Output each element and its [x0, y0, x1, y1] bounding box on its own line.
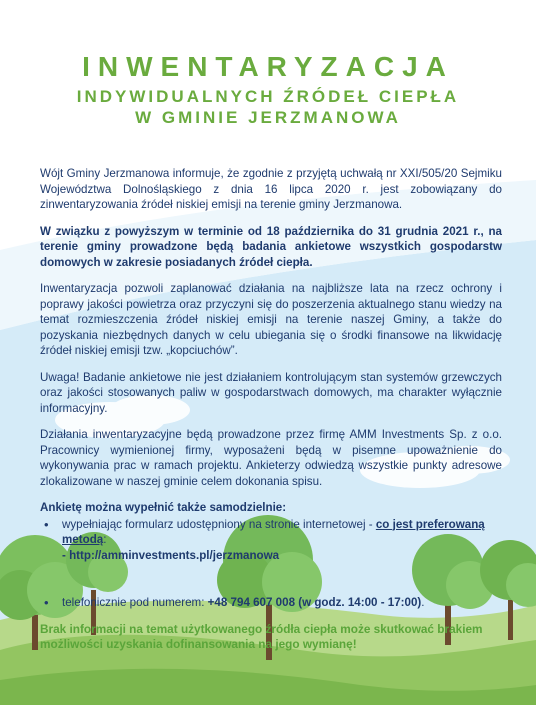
title-line-3: W GMINIE JERZMANOWA	[135, 108, 401, 127]
how-list	[40, 517, 502, 611]
paragraph-intro: Wójt Gminy Jerzmanowa informuje, że zgodnie z przyjętą uchwałą nr XXI/505/20 Sejmiku Województwa Dolnośląskiego z dnia 16 lipca 2020 r. jest zobowiązany do zinwentaryzowania źródeł niskiej emisji na terenie gminy Jerzmanowa.	[40, 167, 502, 211]
phone-suffix: .	[421, 596, 425, 609]
phone-number: +48 794 607 008 (w godz. 14:00 - 17:00)	[207, 596, 422, 609]
footer-warning: Brak informacji na temat użytkowanego źródła ciepła może skutkować brakiem możliwości uzyskania dofinansowania na jego wymianę!	[40, 621, 483, 651]
phone-text: telefonicznie pod numerem:	[62, 596, 208, 609]
title-line-1: INWENTARYZACJA	[82, 51, 454, 82]
paragraph-dates: W związku z powyższym w terminie od 18 października do 31 grudnia 2021 r., na terenie gminy prowadzone będą badania ankietowe wszystkich gospodarstw domowych w zakresie posiadanych źródeł ciepła.	[40, 224, 502, 269]
how-title: Ankietę można wypełnić także samodzielnie:	[40, 501, 287, 514]
online-suffix: :	[103, 533, 107, 546]
online-text: wypełniając formularz udostępniony na stronie internetowej -	[62, 517, 376, 531]
paragraph-contractor: Działania inwentaryzacyjne będą prowadzone przez firmę AMM Investments Sp. z o.o. Pracownicy wymienionej firmy, wyposażeni będą w pisemne upoważnienie do wykonywania prac w ramach projektu. Ankieterzy odwiedzą wszystkie punkty adresowe zlokalizowane w naszej gminie celem dokonania spisu.	[40, 428, 502, 488]
preferred-method-link: co jest preferowaną metodą	[62, 517, 485, 546]
list-item-phone	[62, 595, 502, 611]
list-item-online	[62, 517, 502, 564]
body-text	[40, 166, 502, 653]
title-line-2: INDYWIDUALNYCH ŹRÓDEŁ CIEPŁA	[76, 87, 460, 106]
paragraph-notice: Uwaga! Badanie ankietowe nie jest działaniem kontrolującym stan systemów grzewczych oraz jakości stosowanych paliw w gospodarstwach domowych, ma charakter wyłącznie informacyjny.	[40, 370, 502, 415]
survey-url[interactable]: - http://amminvestments.pl/jerzmanowa	[62, 548, 280, 562]
title-block	[0, 50, 536, 128]
paragraph-purpose: Inwentaryzacja pozwoli zaplanować działania na najbliższe lata na rzecz ochrony i poprawy jakości powietrza oraz przyczyni się do poszerzenia aktualnego stanu wiedzy na temat rozmieszczenia źródeł niskiej emisji na terenie naszej Gminy, a także do pozyskania niezbędnych danych w celu ubiegania się o środki finansowe na likwidację źródeł niskiej emisji tzw. „kopciuchów”.	[40, 282, 502, 357]
